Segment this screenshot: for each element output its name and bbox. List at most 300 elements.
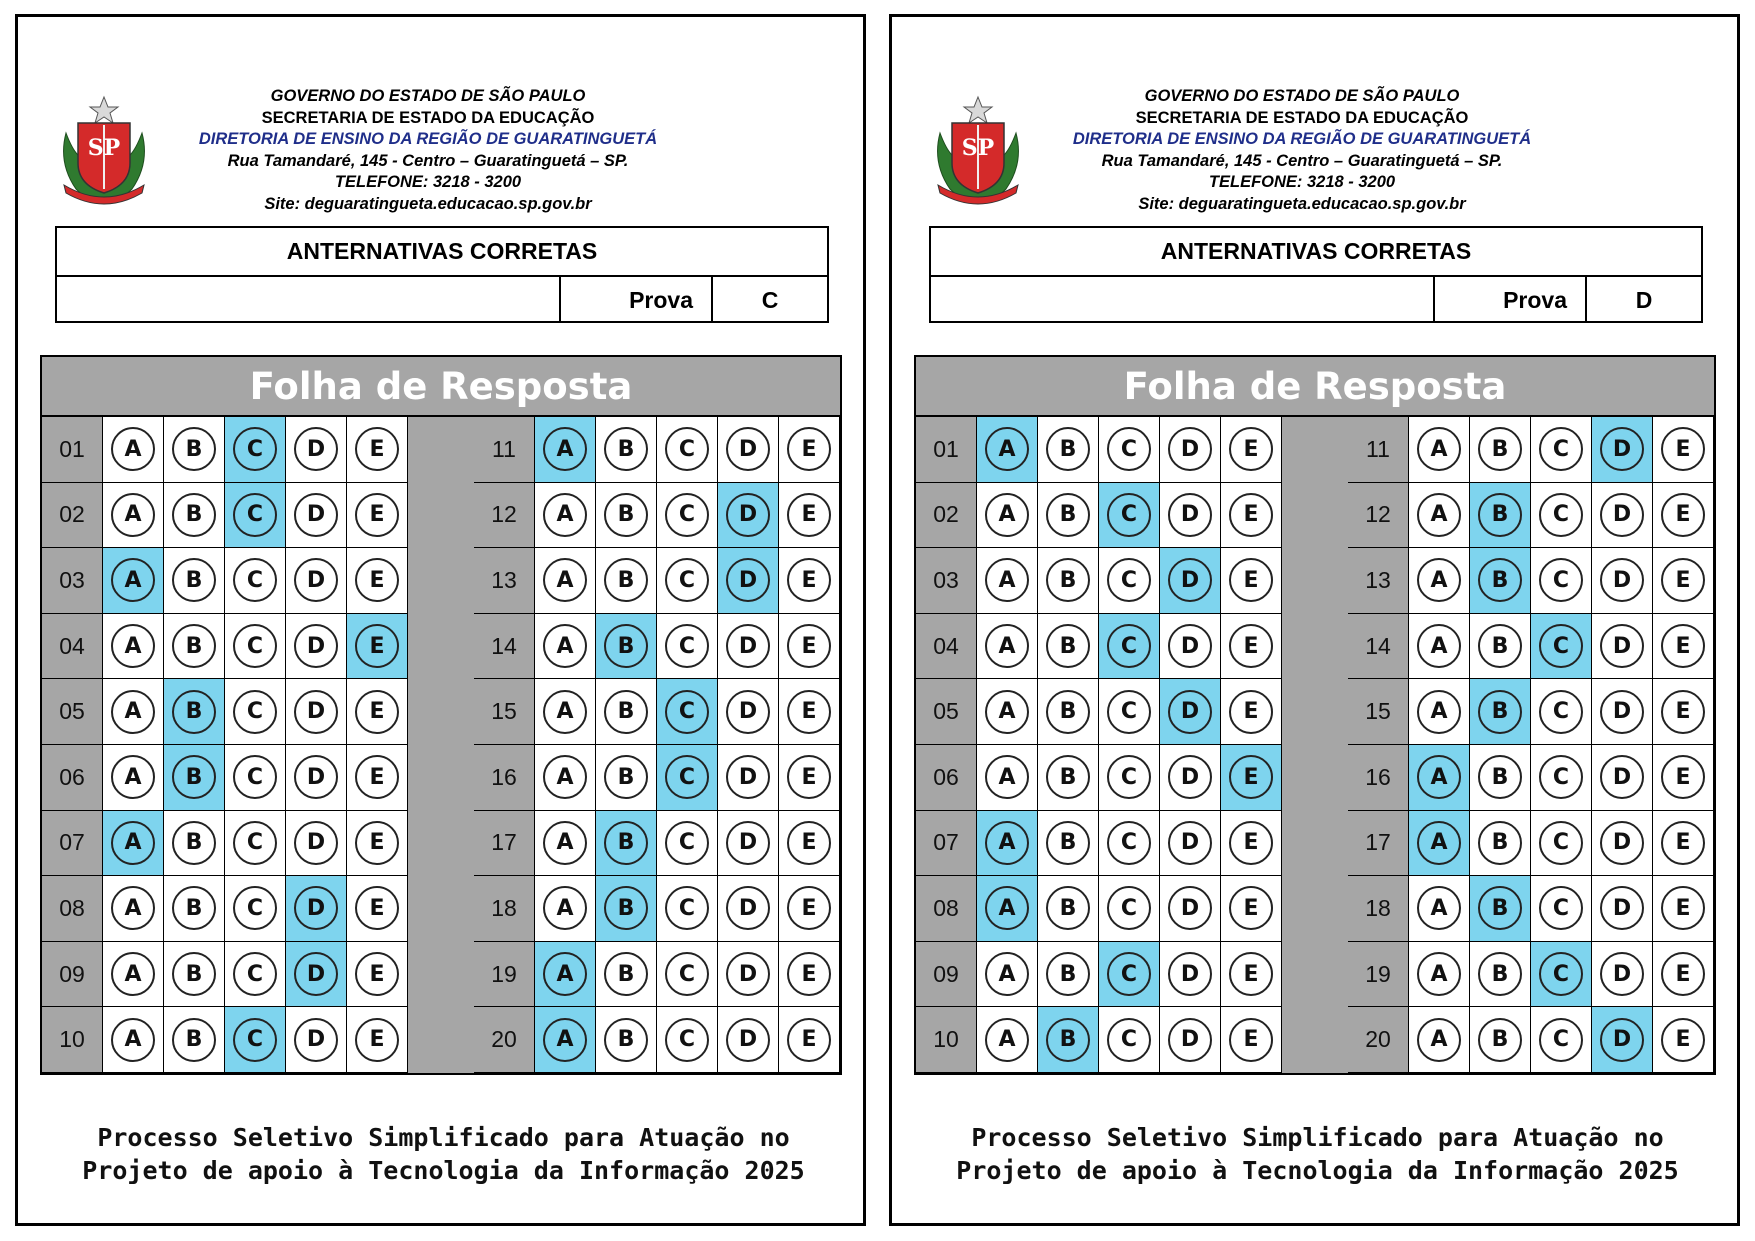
question-number: 19 xyxy=(474,942,535,1008)
option-cell-a[interactable] xyxy=(977,679,1038,745)
option-cell-d[interactable] xyxy=(286,876,347,942)
option-cell-b[interactable] xyxy=(1470,679,1531,745)
option-bubble: A xyxy=(985,952,1029,996)
question-number: 18 xyxy=(474,876,535,942)
option-cell-a[interactable] xyxy=(103,1007,164,1073)
option-cell-d[interactable] xyxy=(1592,876,1653,942)
option-cell-e[interactable] xyxy=(1221,483,1282,549)
option-cell-a[interactable] xyxy=(1409,548,1470,614)
option-cell-b[interactable] xyxy=(164,942,225,1008)
option-cell-b[interactable] xyxy=(164,679,225,745)
option-cell-b[interactable] xyxy=(164,1007,225,1073)
option-bubble: B xyxy=(1046,690,1090,734)
option-cell-c[interactable] xyxy=(1531,548,1592,614)
option-bubble: B xyxy=(172,690,216,734)
option-cell-a[interactable] xyxy=(977,942,1038,1008)
option-cell-b[interactable] xyxy=(164,548,225,614)
option-bubble: D xyxy=(294,821,338,865)
option-cell-d[interactable] xyxy=(718,417,779,483)
option-cell-a[interactable] xyxy=(1409,876,1470,942)
option-bubble: B xyxy=(604,886,648,930)
option-bubble: D xyxy=(1600,427,1644,471)
question-number: 18 xyxy=(1348,876,1409,942)
option-bubble: D xyxy=(1600,755,1644,799)
option-cell-b[interactable] xyxy=(1470,876,1531,942)
option-bubble: B xyxy=(1478,886,1522,930)
option-cell-c[interactable] xyxy=(1531,679,1592,745)
option-cell-e[interactable] xyxy=(779,548,840,614)
question-number: 09 xyxy=(916,942,977,1008)
option-cell-c[interactable] xyxy=(657,1007,718,1073)
option-cell-e[interactable] xyxy=(1653,679,1714,745)
option-cell-c[interactable] xyxy=(225,483,286,549)
question-number: 08 xyxy=(42,876,103,942)
option-cell-a[interactable] xyxy=(1409,1007,1470,1073)
option-bubble: C xyxy=(1539,493,1583,537)
footer-title xyxy=(892,1121,1743,1187)
option-cell-b[interactable] xyxy=(1038,614,1099,680)
option-bubble: C xyxy=(1107,493,1151,537)
option-cell-c[interactable] xyxy=(225,548,286,614)
option-cell-d[interactable] xyxy=(718,1007,779,1073)
option-bubble: D xyxy=(1168,886,1212,930)
option-cell-e[interactable] xyxy=(1221,679,1282,745)
option-cell-c[interactable] xyxy=(1099,876,1160,942)
question-number: 03 xyxy=(916,548,977,614)
option-cell-a[interactable] xyxy=(103,679,164,745)
option-bubble: B xyxy=(604,1018,648,1062)
header-phone: TELEFONE: 3218 - 3200 xyxy=(334,173,522,191)
option-bubble: A xyxy=(111,755,155,799)
option-cell-a[interactable] xyxy=(977,417,1038,483)
option-bubble: E xyxy=(1661,1018,1705,1062)
option-cell-e[interactable] xyxy=(1653,483,1714,549)
option-cell-c[interactable] xyxy=(657,942,718,1008)
option-cell-d[interactable] xyxy=(1160,811,1221,877)
option-cell-b[interactable] xyxy=(164,876,225,942)
option-cell-c[interactable] xyxy=(225,417,286,483)
header-address: Rua Tamandaré, 145 - Centro – Guaratinguetá – SP. xyxy=(227,151,629,170)
option-cell-a[interactable] xyxy=(977,614,1038,680)
option-bubble: E xyxy=(787,821,831,865)
option-cell-e[interactable] xyxy=(347,1007,408,1073)
option-cell-a[interactable] xyxy=(535,614,596,680)
option-bubble: D xyxy=(1168,952,1212,996)
option-cell-b[interactable] xyxy=(1038,942,1099,1008)
option-cell-d[interactable] xyxy=(286,614,347,680)
option-cell-c[interactable] xyxy=(225,876,286,942)
option-cell-b[interactable] xyxy=(164,417,225,483)
option-cell-e[interactable] xyxy=(347,942,408,1008)
option-cell-d[interactable] xyxy=(286,745,347,811)
option-cell-e[interactable] xyxy=(779,1007,840,1073)
option-cell-b[interactable] xyxy=(164,745,225,811)
question-number: 04 xyxy=(916,614,977,680)
option-cell-b[interactable] xyxy=(1038,876,1099,942)
option-cell-e[interactable] xyxy=(1653,417,1714,483)
option-bubble: D xyxy=(294,624,338,668)
svg-text:SP: SP xyxy=(87,135,121,161)
option-cell-c[interactable] xyxy=(1531,483,1592,549)
option-cell-d[interactable] xyxy=(1592,679,1653,745)
option-bubble: E xyxy=(355,755,399,799)
option-cell-d[interactable] xyxy=(1160,1007,1221,1073)
option-cell-b[interactable] xyxy=(1038,745,1099,811)
option-cell-d[interactable] xyxy=(1160,614,1221,680)
option-cell-c[interactable] xyxy=(1099,745,1160,811)
option-cell-c[interactable] xyxy=(1531,811,1592,877)
option-bubble: A xyxy=(985,755,1029,799)
option-cell-c[interactable] xyxy=(1531,942,1592,1008)
option-cell-a[interactable] xyxy=(103,548,164,614)
option-cell-c[interactable] xyxy=(657,745,718,811)
option-cell-b[interactable] xyxy=(1470,942,1531,1008)
option-cell-c[interactable] xyxy=(225,745,286,811)
option-bubble: A xyxy=(111,886,155,930)
option-bubble: B xyxy=(1478,1018,1522,1062)
option-cell-a[interactable] xyxy=(535,483,596,549)
option-cell-a[interactable] xyxy=(535,417,596,483)
option-cell-a[interactable] xyxy=(535,1007,596,1073)
answer-grid xyxy=(914,415,1716,1075)
option-cell-d[interactable] xyxy=(1592,942,1653,1008)
option-cell-e[interactable] xyxy=(779,942,840,1008)
option-cell-c[interactable] xyxy=(225,1007,286,1073)
option-cell-a[interactable] xyxy=(103,745,164,811)
option-cell-a[interactable] xyxy=(1409,417,1470,483)
option-cell-d[interactable] xyxy=(718,876,779,942)
option-cell-c[interactable] xyxy=(1531,417,1592,483)
option-cell-e[interactable] xyxy=(1653,1007,1714,1073)
option-bubble: E xyxy=(1229,755,1273,799)
option-cell-b[interactable] xyxy=(596,483,657,549)
option-cell-e[interactable] xyxy=(1653,614,1714,680)
option-bubble: C xyxy=(1539,690,1583,734)
option-cell-c[interactable] xyxy=(1531,745,1592,811)
option-cell-e[interactable] xyxy=(1653,876,1714,942)
option-cell-d[interactable] xyxy=(286,942,347,1008)
option-bubble: A xyxy=(543,427,587,471)
option-bubble: A xyxy=(1417,886,1461,930)
option-bubble: B xyxy=(172,821,216,865)
option-cell-e[interactable] xyxy=(1221,1007,1282,1073)
option-bubble: A xyxy=(985,624,1029,668)
option-cell-b[interactable] xyxy=(596,679,657,745)
option-cell-d[interactable] xyxy=(286,811,347,877)
option-cell-a[interactable] xyxy=(535,679,596,745)
option-cell-b[interactable] xyxy=(1470,811,1531,877)
option-cell-e[interactable] xyxy=(1221,811,1282,877)
option-bubble: A xyxy=(1417,624,1461,668)
question-number: 02 xyxy=(916,483,977,549)
question-number: 11 xyxy=(474,417,535,483)
option-cell-e[interactable] xyxy=(1221,614,1282,680)
option-bubble: A xyxy=(1417,558,1461,602)
option-bubble: B xyxy=(604,690,648,734)
answer-grid xyxy=(40,415,842,1075)
option-bubble: D xyxy=(726,1018,770,1062)
option-bubble: E xyxy=(1229,821,1273,865)
option-bubble: A xyxy=(111,493,155,537)
option-cell-d[interactable] xyxy=(286,548,347,614)
option-cell-e[interactable] xyxy=(1221,745,1282,811)
option-cell-d[interactable] xyxy=(1592,548,1653,614)
option-cell-c[interactable] xyxy=(657,876,718,942)
option-cell-d[interactable] xyxy=(286,679,347,745)
option-cell-c[interactable] xyxy=(1099,417,1160,483)
option-cell-c[interactable] xyxy=(1099,614,1160,680)
option-bubble: D xyxy=(1600,558,1644,602)
option-cell-b[interactable] xyxy=(596,745,657,811)
option-cell-c[interactable] xyxy=(1531,1007,1592,1073)
option-cell-c[interactable] xyxy=(1099,548,1160,614)
option-cell-b[interactable] xyxy=(1038,417,1099,483)
footer-line-1: Processo Seletivo Simplificado para Atuação no xyxy=(97,1123,790,1152)
option-bubble: C xyxy=(1107,821,1151,865)
option-bubble: E xyxy=(1229,886,1273,930)
option-bubble: D xyxy=(294,427,338,471)
option-bubble: E xyxy=(355,493,399,537)
option-bubble: B xyxy=(1046,821,1090,865)
option-cell-d[interactable] xyxy=(1160,876,1221,942)
option-cell-a[interactable] xyxy=(1409,942,1470,1008)
option-cell-d[interactable] xyxy=(286,1007,347,1073)
option-cell-e[interactable] xyxy=(347,483,408,549)
option-cell-d[interactable] xyxy=(1592,745,1653,811)
prova-row xyxy=(931,277,1701,323)
option-cell-e[interactable] xyxy=(1221,548,1282,614)
option-bubble: D xyxy=(1600,690,1644,734)
option-cell-e[interactable] xyxy=(779,417,840,483)
option-bubble: E xyxy=(1229,624,1273,668)
option-cell-d[interactable] xyxy=(1160,548,1221,614)
question-number: 08 xyxy=(916,876,977,942)
option-cell-a[interactable] xyxy=(977,876,1038,942)
option-bubble: E xyxy=(787,886,831,930)
option-cell-e[interactable] xyxy=(1221,942,1282,1008)
option-cell-e[interactable] xyxy=(347,417,408,483)
header-site: Site: deguaratingueta.educacao.sp.gov.br xyxy=(1138,194,1466,213)
option-cell-e[interactable] xyxy=(347,745,408,811)
option-cell-c[interactable] xyxy=(657,548,718,614)
question-number: 01 xyxy=(42,417,103,483)
option-cell-e[interactable] xyxy=(779,745,840,811)
option-cell-c[interactable] xyxy=(225,614,286,680)
option-cell-c[interactable] xyxy=(225,811,286,877)
option-cell-e[interactable] xyxy=(347,679,408,745)
option-cell-d[interactable] xyxy=(286,417,347,483)
option-cell-d[interactable] xyxy=(1592,417,1653,483)
option-cell-b[interactable] xyxy=(164,483,225,549)
option-bubble: A xyxy=(985,886,1029,930)
option-bubble: D xyxy=(1168,624,1212,668)
option-cell-a[interactable] xyxy=(103,942,164,1008)
option-bubble: E xyxy=(355,624,399,668)
correct-answers-box xyxy=(929,226,1703,323)
option-cell-a[interactable] xyxy=(103,417,164,483)
option-cell-a[interactable] xyxy=(535,745,596,811)
option-cell-a[interactable] xyxy=(977,483,1038,549)
option-cell-b[interactable] xyxy=(596,942,657,1008)
question-number: 20 xyxy=(1348,1007,1409,1073)
option-cell-a[interactable] xyxy=(103,811,164,877)
option-bubble: E xyxy=(1229,493,1273,537)
option-cell-b[interactable] xyxy=(596,614,657,680)
option-bubble: D xyxy=(726,952,770,996)
option-cell-b[interactable] xyxy=(1470,1007,1531,1073)
option-cell-d[interactable] xyxy=(718,745,779,811)
option-cell-b[interactable] xyxy=(1470,614,1531,680)
question-number: 07 xyxy=(916,811,977,877)
option-bubble: B xyxy=(1046,1018,1090,1062)
option-cell-d[interactable] xyxy=(1592,614,1653,680)
option-cell-b[interactable] xyxy=(596,548,657,614)
option-cell-e[interactable] xyxy=(1221,876,1282,942)
answer-column-2 xyxy=(474,417,840,1073)
option-cell-b[interactable] xyxy=(1470,548,1531,614)
option-cell-b[interactable] xyxy=(596,811,657,877)
answer-sheet-prova-d xyxy=(889,14,1740,1226)
option-bubble: C xyxy=(1107,427,1151,471)
option-cell-b[interactable] xyxy=(1038,679,1099,745)
question-number: 16 xyxy=(1348,745,1409,811)
option-cell-d[interactable] xyxy=(1160,942,1221,1008)
question-number: 15 xyxy=(474,679,535,745)
option-bubble: E xyxy=(355,952,399,996)
option-cell-b[interactable] xyxy=(1038,548,1099,614)
option-cell-e[interactable] xyxy=(1653,548,1714,614)
option-cell-b[interactable] xyxy=(596,1007,657,1073)
option-cell-e[interactable] xyxy=(1653,811,1714,877)
option-bubble: C xyxy=(1539,886,1583,930)
option-cell-a[interactable] xyxy=(1409,679,1470,745)
option-cell-a[interactable] xyxy=(1409,483,1470,549)
option-cell-b[interactable] xyxy=(596,876,657,942)
option-cell-c[interactable] xyxy=(1531,876,1592,942)
option-cell-d[interactable] xyxy=(286,483,347,549)
option-cell-c[interactable] xyxy=(1099,679,1160,745)
option-cell-a[interactable] xyxy=(103,614,164,680)
option-cell-a[interactable] xyxy=(977,811,1038,877)
option-bubble: E xyxy=(787,427,831,471)
option-bubble: B xyxy=(172,886,216,930)
option-cell-a[interactable] xyxy=(977,548,1038,614)
option-cell-e[interactable] xyxy=(779,614,840,680)
option-cell-c[interactable] xyxy=(1099,1007,1160,1073)
option-cell-d[interactable] xyxy=(718,811,779,877)
option-bubble: A xyxy=(111,427,155,471)
option-cell-b[interactable] xyxy=(1038,1007,1099,1073)
option-bubble: A xyxy=(1417,690,1461,734)
svg-text:SP: SP xyxy=(961,135,995,161)
option-cell-d[interactable] xyxy=(1592,811,1653,877)
option-bubble: D xyxy=(294,886,338,930)
option-cell-e[interactable] xyxy=(347,614,408,680)
option-cell-b[interactable] xyxy=(1038,483,1099,549)
option-cell-c[interactable] xyxy=(1099,483,1160,549)
option-bubble: A xyxy=(1417,755,1461,799)
option-cell-e[interactable] xyxy=(1653,942,1714,1008)
option-bubble: B xyxy=(1046,558,1090,602)
option-cell-e[interactable] xyxy=(347,548,408,614)
option-bubble: C xyxy=(1107,624,1151,668)
option-cell-d[interactable] xyxy=(1592,1007,1653,1073)
option-cell-c[interactable] xyxy=(657,811,718,877)
option-cell-e[interactable] xyxy=(779,679,840,745)
option-cell-b[interactable] xyxy=(1038,811,1099,877)
option-cell-e[interactable] xyxy=(779,876,840,942)
option-cell-a[interactable] xyxy=(977,745,1038,811)
option-cell-d[interactable] xyxy=(1592,483,1653,549)
option-bubble: A xyxy=(543,493,587,537)
option-cell-a[interactable] xyxy=(103,483,164,549)
option-bubble: A xyxy=(111,558,155,602)
option-cell-d[interactable] xyxy=(1160,417,1221,483)
option-cell-a[interactable] xyxy=(535,548,596,614)
option-bubble: C xyxy=(665,886,709,930)
option-cell-a[interactable] xyxy=(535,876,596,942)
option-cell-c[interactable] xyxy=(657,614,718,680)
option-cell-d[interactable] xyxy=(718,548,779,614)
sao-paulo-crest-icon xyxy=(56,93,152,209)
option-cell-a[interactable] xyxy=(1409,614,1470,680)
header-directorate: DIRETORIA DE ENSINO DA REGIÃO DE GUARATINGUETÁ xyxy=(198,130,658,148)
option-cell-a[interactable] xyxy=(535,811,596,877)
option-cell-b[interactable] xyxy=(1470,417,1531,483)
option-cell-a[interactable] xyxy=(535,942,596,1008)
option-cell-c[interactable] xyxy=(1099,942,1160,1008)
option-cell-b[interactable] xyxy=(1470,745,1531,811)
prova-label: Prova xyxy=(561,277,713,323)
question-number: 10 xyxy=(916,1007,977,1073)
option-cell-c[interactable] xyxy=(1099,811,1160,877)
option-cell-c[interactable] xyxy=(657,679,718,745)
option-bubble: D xyxy=(1168,755,1212,799)
option-cell-e[interactable] xyxy=(779,811,840,877)
option-bubble: E xyxy=(1229,690,1273,734)
option-cell-d[interactable] xyxy=(1160,483,1221,549)
option-cell-a[interactable] xyxy=(103,876,164,942)
option-cell-c[interactable] xyxy=(657,483,718,549)
option-cell-d[interactable] xyxy=(1160,745,1221,811)
option-cell-e[interactable] xyxy=(347,811,408,877)
option-cell-c[interactable] xyxy=(225,942,286,1008)
option-cell-e[interactable] xyxy=(779,483,840,549)
option-cell-b[interactable] xyxy=(164,811,225,877)
option-bubble: C xyxy=(1107,755,1151,799)
option-cell-e[interactable] xyxy=(1221,417,1282,483)
option-bubble: A xyxy=(985,821,1029,865)
option-cell-b[interactable] xyxy=(1470,483,1531,549)
option-cell-c[interactable] xyxy=(1531,614,1592,680)
option-cell-a[interactable] xyxy=(1409,745,1470,811)
option-bubble: E xyxy=(1229,558,1273,602)
option-cell-d[interactable] xyxy=(718,679,779,745)
option-cell-c[interactable] xyxy=(225,679,286,745)
option-cell-c[interactable] xyxy=(657,417,718,483)
option-cell-e[interactable] xyxy=(347,876,408,942)
option-cell-d[interactable] xyxy=(718,483,779,549)
option-cell-a[interactable] xyxy=(1409,811,1470,877)
question-number: 13 xyxy=(1348,548,1409,614)
option-cell-b[interactable] xyxy=(596,417,657,483)
option-cell-d[interactable] xyxy=(718,942,779,1008)
option-cell-a[interactable] xyxy=(977,1007,1038,1073)
option-cell-b[interactable] xyxy=(164,614,225,680)
option-cell-e[interactable] xyxy=(1653,745,1714,811)
option-cell-d[interactable] xyxy=(718,614,779,680)
option-cell-d[interactable] xyxy=(1160,679,1221,745)
